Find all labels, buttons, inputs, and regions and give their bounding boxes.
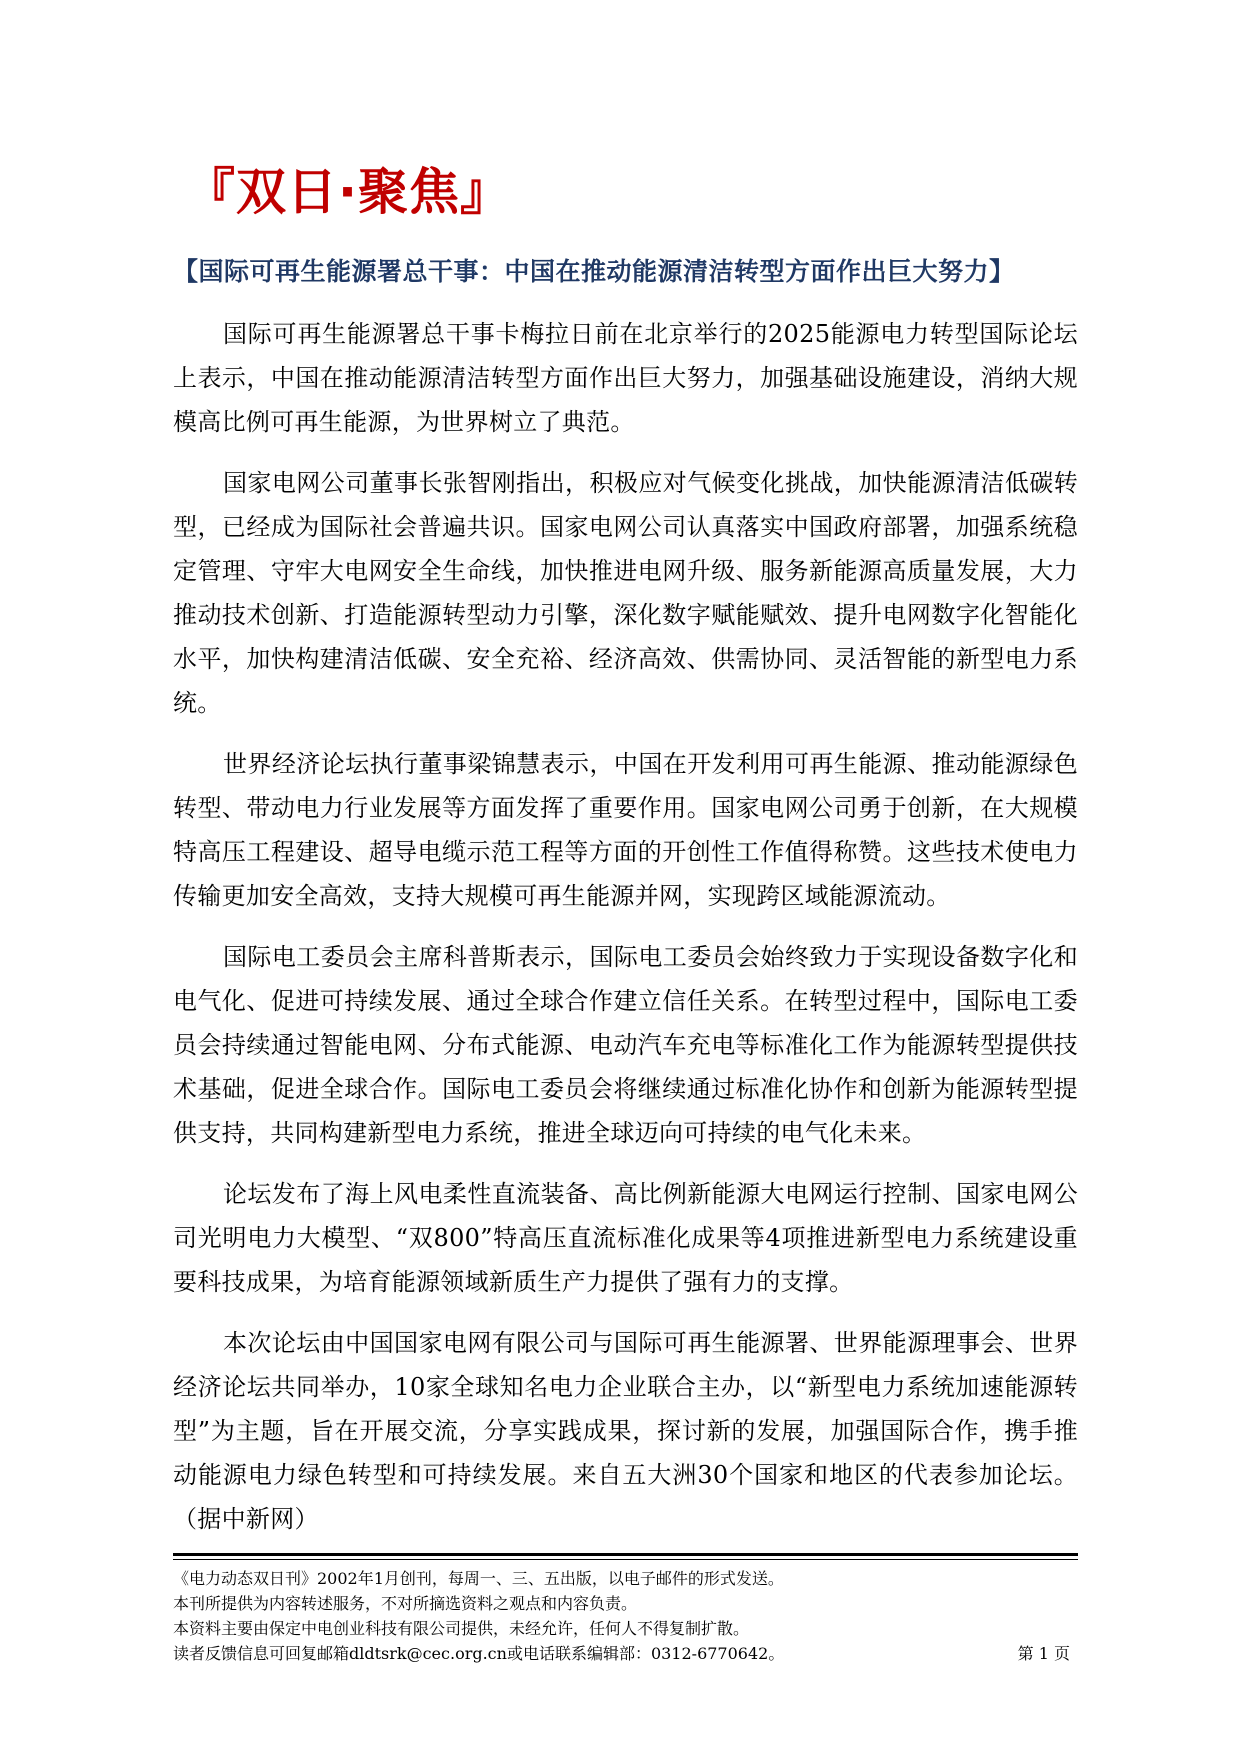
footer-text-block bbox=[173, 1566, 1078, 1666]
article-paragraph: 国际电工委员会主席科普斯表示，国际电工委员会始终致力于实现设备数字化和电气化、促进可持续发展、通过全球合作建立信任关系。在转型过程中，国际电工委员会持续通过智能电网、分布式能源、电动汽车充电等标准化工作为能源转型提供技术基础，促进全球合作。国际电工委员会将继续通过标准化协作和创新为能源转型提供支持，共同构建新型电力系统，推进全球迈向可持续的电气化未来。 bbox=[173, 943, 1078, 1147]
page-footer bbox=[173, 1553, 1078, 1666]
section-title: 『双日·聚焦』 bbox=[185, 163, 511, 221]
footer-contact-row bbox=[173, 1641, 1078, 1666]
footer-divider-thin bbox=[173, 1559, 1078, 1560]
page-number: 第 1 页 bbox=[1017, 1644, 1070, 1663]
footer-publication-info: 《电力动态双日刊》2002年1月创刊，每周一、三、五出版，以电子邮件的形式发送。 bbox=[173, 1569, 784, 1588]
footer-divider-thick bbox=[173, 1553, 1078, 1556]
footer-disclaimer: 本刊所提供为内容转述服务，不对所摘选资料之观点和内容负责。 bbox=[173, 1594, 638, 1613]
article-body bbox=[173, 312, 1078, 1558]
footer-contact-info: 读者反馈信息可回复邮箱dldtsrk@cec.org.cn或电话联系编辑部：0312-6770642。 bbox=[173, 1644, 785, 1663]
article-paragraph: 国家电网公司董事长张智刚指出，积极应对气候变化挑战，加快能源清洁低碳转型，已经成为国际社会普遍共识。国家电网公司认真落实中国政府部署，加强系统稳定管理、守牢大电网安全生命线，加快推进电网升级、服务新能源高质量发展，大力推动技术创新、打造能源转型动力引擎，深化数字赋能赋效、提升电网数字化智能化水平，加快构建清洁低碳、安全充裕、经济高效、供需协同、灵活智能的新型电力系统。 bbox=[173, 469, 1078, 717]
article-headline: 【国际可再生能源署总干事：中国在推动能源清洁转型方面作出巨大努力】 bbox=[173, 257, 1015, 286]
article-paragraph: 本次论坛由中国国家电网有限公司与国际可再生能源署、世界能源理事会、世界经济论坛共同举办，10家全球知名电力企业联合主办，以“新型电力系统加速能源转型”为主题，旨在开展交流，分享实践成果，探讨新的发展，加强国际合作，携手推动能源电力绿色转型和可持续发展。来自五大洲30个国家和地区的代表参加论坛。（据中新网） bbox=[173, 1329, 1078, 1533]
footer-copyright: 本资料主要由保定中电创业科技有限公司提供，未经允许，任何人不得复制扩散。 bbox=[173, 1619, 750, 1638]
article-paragraph: 世界经济论坛执行董事梁锦慧表示，中国在开发利用可再生能源、推动能源绿色转型、带动电力行业发展等方面发挥了重要作用。国家电网公司勇于创新，在大规模特高压工程建设、超导电缆示范工程等方面的开创性工作值得称赞。这些技术使电力传输更加安全高效，支持大规模可再生能源并网，实现跨区域能源流动。 bbox=[173, 750, 1078, 910]
article-paragraph: 论坛发布了海上风电柔性直流装备、高比例新能源大电网运行控制、国家电网公司光明电力大模型、“双800”特高压直流标准化成果等4项推进新型电力系统建设重要科技成果，为培育能源领域新质生产力提供了强有力的支撑。 bbox=[173, 1180, 1078, 1296]
article-paragraph: 国际可再生能源署总干事卡梅拉日前在北京举行的2025能源电力转型国际论坛上表示，中国在推动能源清洁转型方面作出巨大努力，加强基础设施建设，消纳大规模高比例可再生能源，为世界树立了典范。 bbox=[173, 320, 1078, 436]
